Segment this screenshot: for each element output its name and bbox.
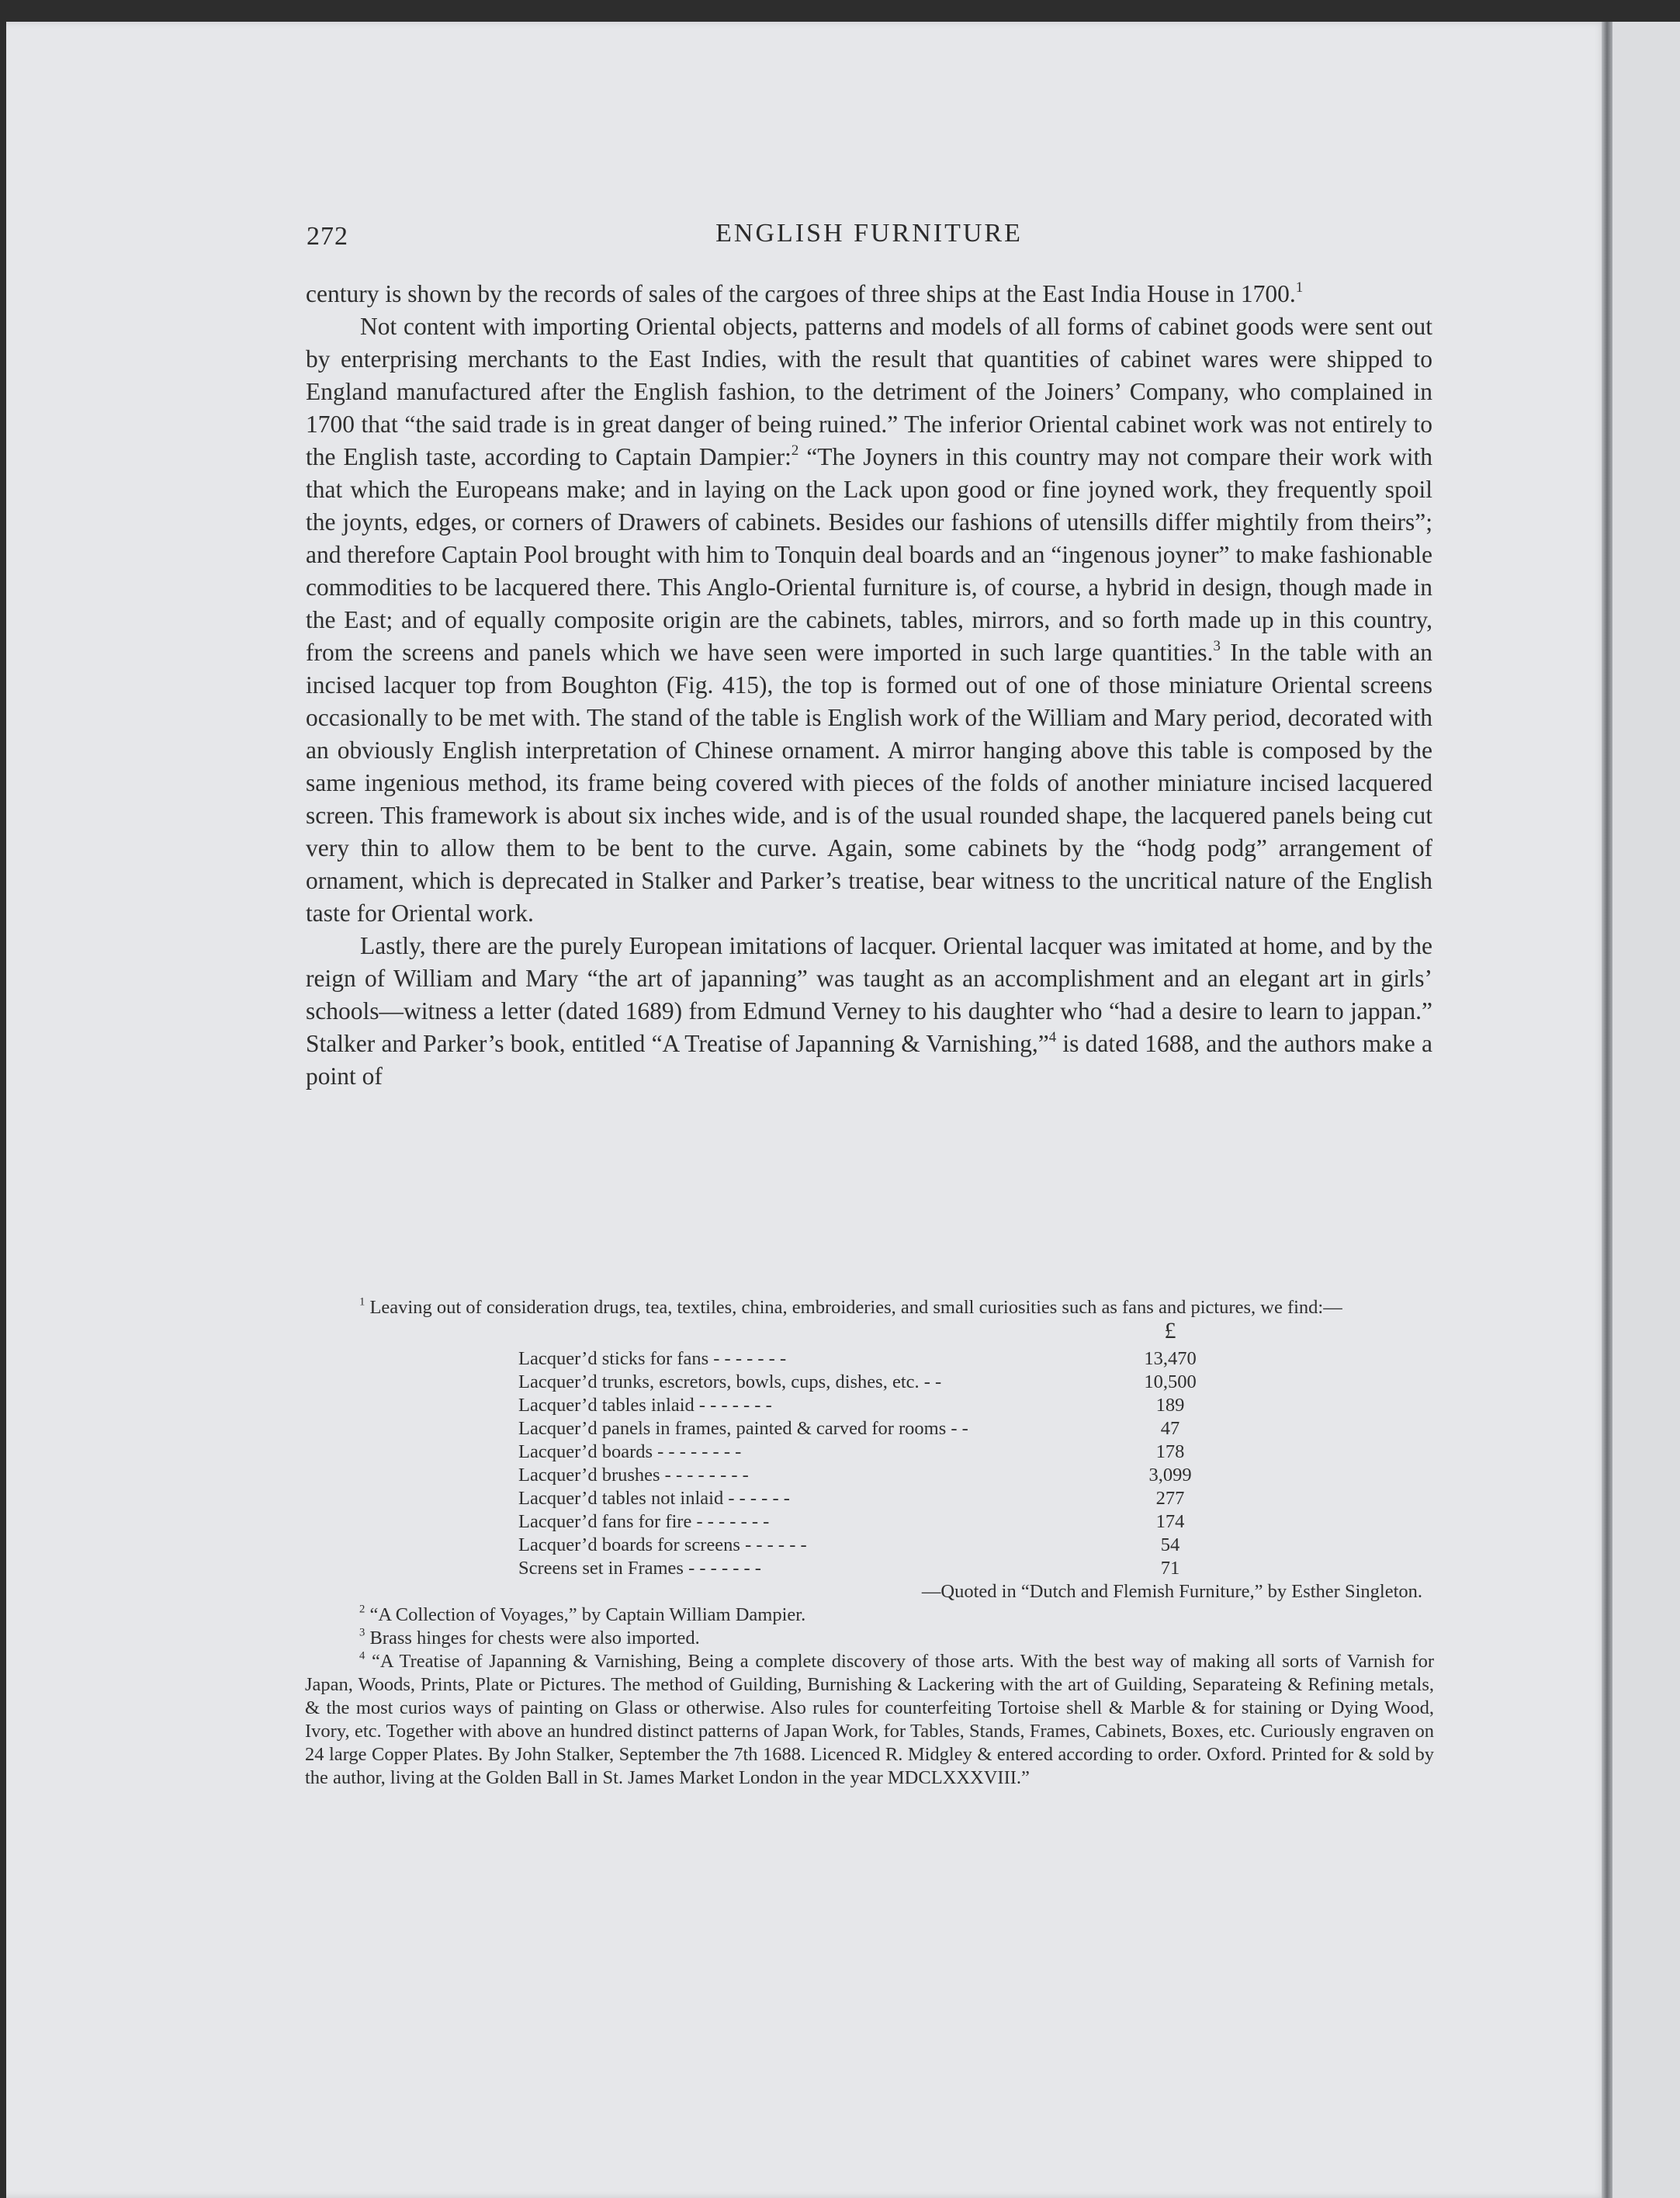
item-label: Lacquer’d sticks for fans <box>518 1348 709 1369</box>
table-row <box>518 1371 1240 1394</box>
item-label: Lacquer’d fans for fire <box>518 1511 692 1532</box>
footnote-marker: 4 <box>359 1649 365 1662</box>
footnote-marker: 3 <box>359 1626 365 1639</box>
item-amount: 71 <box>1160 1558 1180 1579</box>
dot-leader: - - <box>951 1418 968 1439</box>
table-row <box>518 1510 1240 1534</box>
table-row <box>518 1417 1240 1440</box>
page-gutter <box>1602 22 1612 2198</box>
page-number: 272 <box>307 222 348 251</box>
table-row <box>518 1487 1240 1510</box>
dot-leader: - - - - - - - <box>696 1511 770 1532</box>
item-amount: 13,470 <box>1144 1348 1197 1369</box>
table-row <box>518 1319 1240 1347</box>
footnote-attribution: —Quoted in “Dutch and Flemish Furniture,” by Esther Singleton. <box>921 1581 1422 1602</box>
dot-leader: - - - - - - - <box>688 1558 761 1579</box>
item-amount: 3,099 <box>1148 1465 1192 1486</box>
item-label: Lacquer’d tables inlaid <box>518 1395 695 1416</box>
footnote-ref: 4 <box>1048 1028 1057 1045</box>
item-label: Lacquer’d tables not inlaid <box>518 1488 724 1509</box>
item-label: Screens set in Frames <box>518 1558 684 1579</box>
footnote-ref: 3 <box>1213 637 1221 654</box>
footnote-text: Brass hinges for chests were also imported. <box>369 1628 700 1648</box>
paragraph-text: “The Joyners in this country may not compare their work with that which the Europeans make; and in laying on the Lack upon good or fine joyned work, they frequently spoil the joynts, edges, or corners of Drawers of cabinets. Besides our fashions of utensills differ mightily from theirs”; and therefore Captain Pool brought with him to Tonquin deal boards and an “ingenous joyner” to make fashionable commodities to be lacquered there. This Anglo-Oriental furniture is, of course, a hybrid in design, though made in the East; and of equally composite origin are the cabinets, tables, mirrors, and so forth made up in this country, from the screens and panels which we have seen were imported in such large quantities. <box>306 443 1433 666</box>
item-label: Lacquer’d boards <box>518 1441 653 1462</box>
cargo-sales-table <box>518 1319 1240 1580</box>
paragraph-text: Not content with importing Oriental objects, patterns and models of all forms of cabinet goods were sent out by enterprising merchants to the East Indies, with the result that quantities of cabinet wares were shipped to England manufactured after the English fashion, to the detriment of the Joiners’ Company, who complained in 1700 that “the said trade is in great danger of being ruined.” The inferior Oriental cabinet work was not entirely to the English taste, according to Captain Dampier: <box>306 313 1432 470</box>
paragraph <box>306 930 1432 1093</box>
dot-leader: - - - - - - <box>728 1488 790 1509</box>
paragraph-text: is dated 1688, and the authors make a point of <box>306 1030 1432 1090</box>
running-title: ENGLISH FURNITURE <box>715 219 1023 248</box>
footnote-text: “A Collection of Voyages,” by Captain William Dampier. <box>369 1604 806 1625</box>
table-row <box>518 1534 1240 1557</box>
footnote-1 <box>305 1296 1434 1319</box>
item-amount: 277 <box>1155 1488 1185 1509</box>
item-amount: 189 <box>1155 1395 1185 1416</box>
table-row <box>518 1347 1240 1371</box>
item-amount: 54 <box>1160 1534 1180 1555</box>
paragraph-text: In the table with an incised lacquer top from Boughton (Fig. 415), the top is formed out of one of those miniature Oriental screens occasionally to be met with. The stand of the table is English work of the William and Mary period, decorated with an obviously English interpretation of Chinese ornament. A mirror hanging above this table is composed by the same ingenious method, its frame being covered with pieces of the folds of another miniature incised lacquered screen. This framework is about six inches wide, and is of the usual rounded shape, the lacquered panels being cut very thin to allow them to be bent to the curve. Again, some cabinets by the “hodg podg” arrangement of ornament, which is deprecated in Stalker and Parker’s treatise, bear witness to the uncritical nature of the English taste for Oriental work. <box>306 639 1433 927</box>
footnote-3 <box>305 1627 1434 1650</box>
table-row <box>518 1464 1240 1487</box>
paragraph-continued <box>306 278 1432 310</box>
item-label: Lacquer’d brushes <box>518 1465 660 1486</box>
paragraph-text: Lastly, there are the purely European imitations of lacquer. Oriental lacquer was imitated at home, and by the reign of William and Mary “the art of japanning” was taught as an accomplishment and an elegant art in girls’ schools—witness a letter (dated 1689) from Edmund Verney to his daughter who “had a desire to learn to jappan.” Stalker and Parker’s book, entitled “A Treatise of Japanning & Varnishing,” <box>306 932 1432 1057</box>
paragraph-text: century is shown by the records of sales of the cargoes of three ships at the East India House in 1700. <box>306 280 1296 307</box>
facing-page-edge <box>1612 22 1680 2198</box>
table-row <box>518 1557 1240 1580</box>
dot-leader: - - - - - - - - <box>657 1441 742 1462</box>
footnote-ref: 1 <box>1295 279 1304 296</box>
footnote-text: Leaving out of consideration drugs, tea, textiles, china, embroideries, and small curiosities such as fans and pictures, we find:— <box>369 1297 1342 1318</box>
footnotes <box>305 1296 1434 1790</box>
footnote-text: “A Treatise of Japanning & Varnishing, Being a complete discovery of those arts. With the best way of making all sorts of Varnish for Japan, Woods, Prints, Plate or Pictures. The method of Guilding, Burnishing & Lackering with the art of Guilding, Separateing & Refining metals, & the most curios ways of painting on Glass or otherwise. Also rules for counterfeiting Tortoise shell & Marble & for staining or Dying Wood, Ivory, etc. Together with above an hundred distinct patterns of Japan Work, for Tables, Stands, Frames, Cabinets, Boxes, etc. Curiously engraven on 24 large Copper Plates. By John Stalker, September the 7th 1688. Licenced R. Midgley & entered according to order. Oxford. Printed for & sold by the author, living at the Golden Ball in St. James Market London in the year MDCLXXXVIII.” <box>305 1651 1434 1788</box>
paragraph <box>306 310 1432 930</box>
item-amount: 174 <box>1155 1511 1185 1532</box>
dot-leader: - - - - - - - <box>713 1348 787 1369</box>
item-label: Lacquer’d boards for screens <box>518 1534 740 1555</box>
dot-leader: - - <box>923 1371 942 1392</box>
footnote-marker: 2 <box>359 1603 365 1616</box>
footnote-ref: 2 <box>791 442 799 459</box>
item-amount: 47 <box>1160 1418 1180 1439</box>
dot-leader: - - - - - - - <box>698 1395 772 1416</box>
table-row <box>518 1394 1240 1417</box>
body-text <box>306 278 1432 1093</box>
currency-symbol: £ <box>1164 1318 1176 1343</box>
item-amount: 178 <box>1155 1441 1185 1462</box>
dot-leader: - - - - - - <box>745 1534 807 1555</box>
running-head <box>307 219 1432 258</box>
item-label: Lacquer’d panels in frames, painted & carved for rooms <box>518 1418 947 1439</box>
footnote-4 <box>305 1650 1434 1790</box>
footnote-2 <box>305 1603 1434 1627</box>
dot-leader: - - - - - - - - <box>664 1465 749 1486</box>
item-label: Lacquer’d trunks, escretors, bowls, cups, dishes, etc. <box>518 1371 920 1392</box>
table-row <box>518 1440 1240 1464</box>
footnote-marker: 1 <box>359 1295 365 1309</box>
item-amount: 10,500 <box>1144 1371 1197 1392</box>
